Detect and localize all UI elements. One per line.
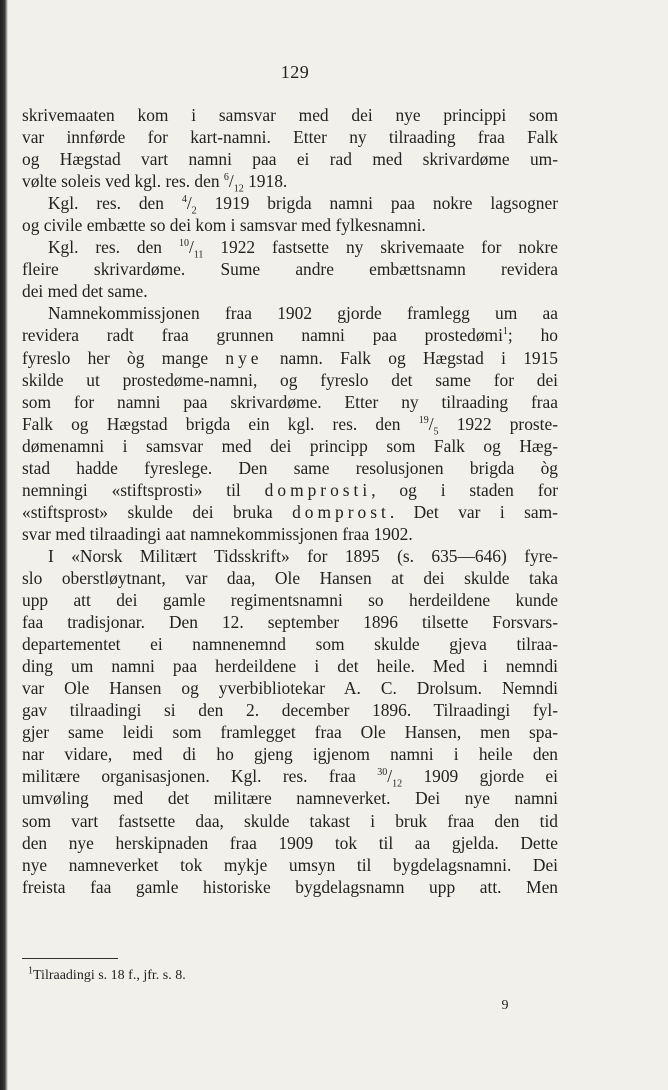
- signature-mark: 9: [501, 998, 509, 1013]
- text-line: som vart fastsette daa, skulde takast i bruk fraa den tid: [22, 810, 558, 831]
- text-line: militære organisasjonen. Kgl. res. fraa $^{30}/_{12}$ 1909 gjorde ei: [22, 766, 558, 790]
- text-line: umvøling med det militære namneverket. Dei nye namni: [22, 788, 558, 809]
- text-line: I «Norsk Militært Tidsskrift» for 1895 (s. 635—646) fyre-: [48, 545, 558, 566]
- text-line: nemningi «stiftsprosti» til domprosti, og i staden for: [22, 479, 558, 500]
- text-line: var innførde for kart-namni. Etter ny tilraading fraa Falk: [22, 127, 558, 148]
- text-line: dei med det same.: [22, 281, 148, 302]
- text-line: og civile embætte so dei kom i samsvar med fylkesnamni.: [22, 215, 426, 236]
- text-line: nye namneverket tok mykje umsyn til bygdelagsnamni. Dei: [22, 854, 558, 875]
- page-number: 129: [280, 62, 310, 82]
- text-line: Kgl. res. den $^4/_2$ 1919 brigda namni paa nokre lagsogner: [48, 193, 558, 217]
- text-line: fyreslo her òg mange nye namn. Falk og Hægstad i 1915: [22, 347, 558, 368]
- text-line: Namnekommissjonen fraa 1902 gjorde framlegg um aa: [48, 303, 558, 324]
- text-line: faa tradisjonar. Den 12. september 1896 tilsette Forsvars-: [22, 612, 558, 633]
- footnote-marker: 1: [28, 965, 33, 977]
- text-line: skilde ut prostedøme-namni, og fyreslo det same for dei: [22, 369, 558, 390]
- text-line: Kgl. res. den $^{10}/_{11}$ 1922 fastsette ny skrivemaate for nokre: [48, 237, 558, 261]
- text-line: den nye herskipnaden fraa 1909 tok til aa gjelda. Dette: [22, 832, 558, 853]
- footnote-text: Tilraadingi s. 18 f., jfr. s. 8.: [33, 968, 186, 983]
- scan-edge: [0, 0, 8, 1090]
- text-line: vølte soleis ved kgl. res. den $^6/_{12}$ 1918.: [22, 171, 288, 195]
- text-line: gav tilraadingi si den 2. december 1896. Tilraadingi fyl-: [22, 700, 558, 721]
- text-line: var Ole Hansen og yverbibliotekar A. C. Drolsum. Nemndi: [22, 678, 558, 699]
- body-text: [22, 104, 558, 898]
- text-line: freista faa gamle historiske bygdelagsnamn upp att. Men: [22, 876, 558, 897]
- text-line: som for namni paa skrivardøme. Etter ny tilraading fraa: [22, 391, 558, 412]
- text-line: nar vidare, med di ho gjeng igjenom namni i heile den: [22, 744, 558, 765]
- text-line: og Hægstad vart namni paa ei rad med skrivardøme um-: [22, 149, 558, 170]
- text-line: departementet ei namnenemnd som skulde gjeva tilraa-: [22, 634, 558, 655]
- text-line: «stiftsprost» skulde dei bruka domprost. Det var i sam-: [22, 501, 558, 522]
- text-line: upp att dei gamle regimentsnamni so herdeildene kunde: [22, 590, 558, 611]
- footnote-ref: 1: [502, 326, 508, 338]
- text-line: dømenamni i samsvar med dei principp som Falk og Hæg-: [22, 435, 558, 456]
- text-line: slo oberstløytnant, var daa, Ole Hansen at dei skulde taka: [22, 567, 558, 588]
- text-line: fleire skrivardøme. Sume andre embættsnamn revidera: [22, 259, 558, 280]
- text-line: gjer same leidi som framlegget fraa Ole Hansen, men spa-: [22, 722, 558, 743]
- text-line: Falk og Hægstad brigda ein kgl. res. den $^{19}/_5$ 1922 proste-: [22, 413, 558, 438]
- text-line: svar med tilraadingi aat namnekommissjonen fraa 1902.: [22, 523, 413, 544]
- text-line: stad hadde fyreslege. Den same resolusjonen brigda òg: [22, 457, 558, 478]
- footnote-rule: [22, 958, 118, 959]
- text-line: revidera radt fraa grunnen namni paa prostedømi$^1$; ho: [22, 325, 558, 346]
- text-line: ding um namni paa herdeildene i det heile. Med i nemndi: [22, 656, 558, 677]
- footnote: [28, 965, 186, 984]
- text-line: skrivemaaten kom i samsvar med dei nye princippi som: [22, 105, 558, 125]
